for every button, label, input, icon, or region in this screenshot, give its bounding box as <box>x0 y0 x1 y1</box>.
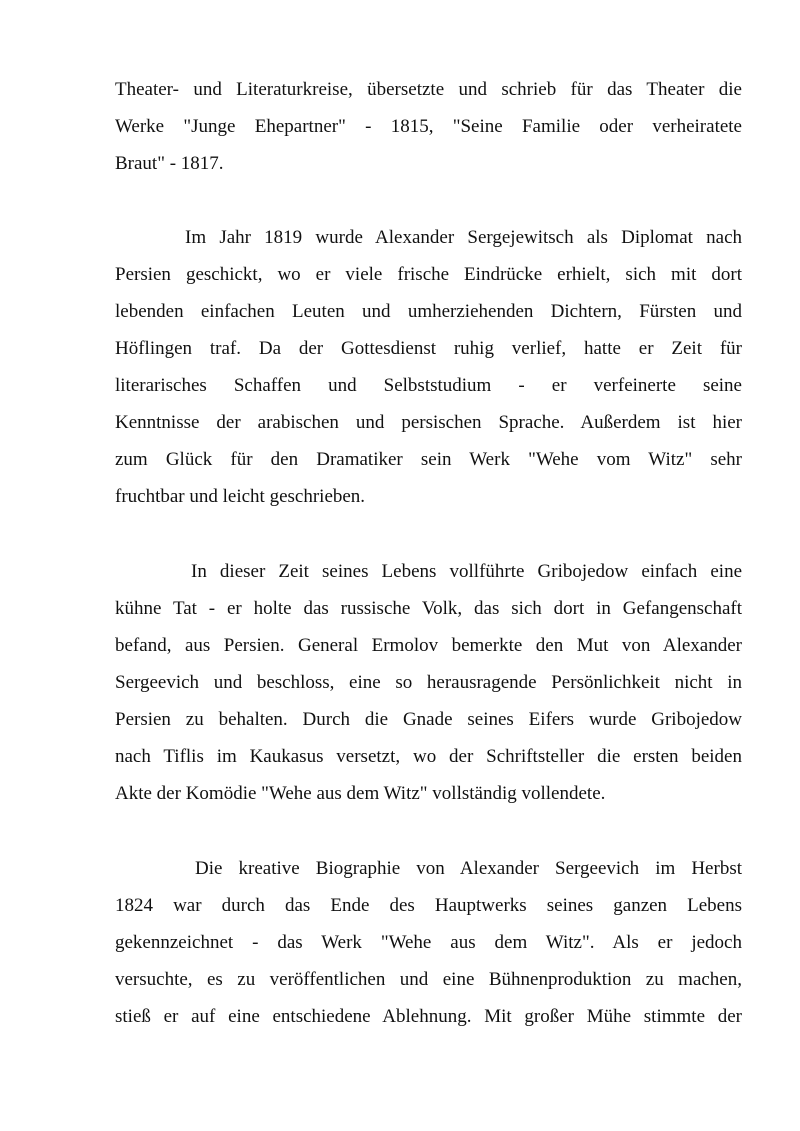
text-line: Persien zu behalten. Durch die Gnade seines Eifers wurde Gribojedow <box>115 709 742 730</box>
text-line: literarisches Schaffen und Selbststudium - er verfeinerte seine <box>115 375 742 396</box>
text-line: Werke "Junge Ehepartner" - 1815, "Seine Familie oder verheiratete <box>115 116 742 137</box>
paragraph-4 <box>115 850 742 1035</box>
text-line: Kenntnisse der arabischen und persischen Sprache. Außerdem ist hier <box>115 412 742 433</box>
text-line: zum Glück für den Dramatiker sein Werk "Wehe vom Witz" sehr <box>115 449 742 470</box>
text-line: 1824 war durch das Ende des Hauptwerks seines ganzen Lebens <box>115 895 742 916</box>
text-line: nach Tiflis im Kaukasus versetzt, wo der Schriftsteller die ersten beiden <box>115 746 742 767</box>
text-line: In dieser Zeit seines Lebens vollführte Gribojedow einfach eine <box>191 561 742 582</box>
text-line: gekennzeichnet - das Werk "Wehe aus dem Witz". Als er jedoch <box>115 932 742 953</box>
paragraph-3 <box>115 553 742 812</box>
text-line: kühne Tat - er holte das russische Volk, das sich dort in Gefangenschaft <box>115 598 742 619</box>
text-line: Höflingen traf. Da der Gottesdienst ruhig verlief, hatte er Zeit für <box>115 338 742 359</box>
text-line: lebenden einfachen Leuten und umherziehenden Dichtern, Fürsten und <box>115 301 742 322</box>
paragraph-2 <box>115 219 742 515</box>
text-line: fruchtbar und leicht geschrieben. <box>115 486 366 507</box>
text-line: Im Jahr 1819 wurde Alexander Sergejewitsch als Diplomat nach <box>185 227 742 248</box>
text-line: Die kreative Biographie von Alexander Sergeevich im Herbst <box>195 858 742 879</box>
text-line: Akte der Komödie "Wehe aus dem Witz" vollständig vollendete. <box>115 783 606 804</box>
text-line: Braut" - 1817. <box>115 153 224 174</box>
text-line: versuchte, es zu veröffentlichen und eine Bühnenproduktion zu machen, <box>115 969 742 990</box>
text-line: Sergeevich und beschloss, eine so herausragende Persönlichkeit nicht in <box>115 672 742 693</box>
text-line: stieß er auf eine entschiedene Ablehnung. Mit großer Mühe stimmte der <box>115 1006 742 1027</box>
text-line: Theater- und Literaturkreise, übersetzte und schrieb für das Theater die <box>115 79 742 100</box>
paragraph-1 <box>115 71 742 182</box>
text-line: befand, aus Persien. General Ermolov bemerkte den Mut von Alexander <box>115 635 742 656</box>
text-line: Persien geschickt, wo er viele frische Eindrücke erhielt, sich mit dort <box>115 264 742 285</box>
